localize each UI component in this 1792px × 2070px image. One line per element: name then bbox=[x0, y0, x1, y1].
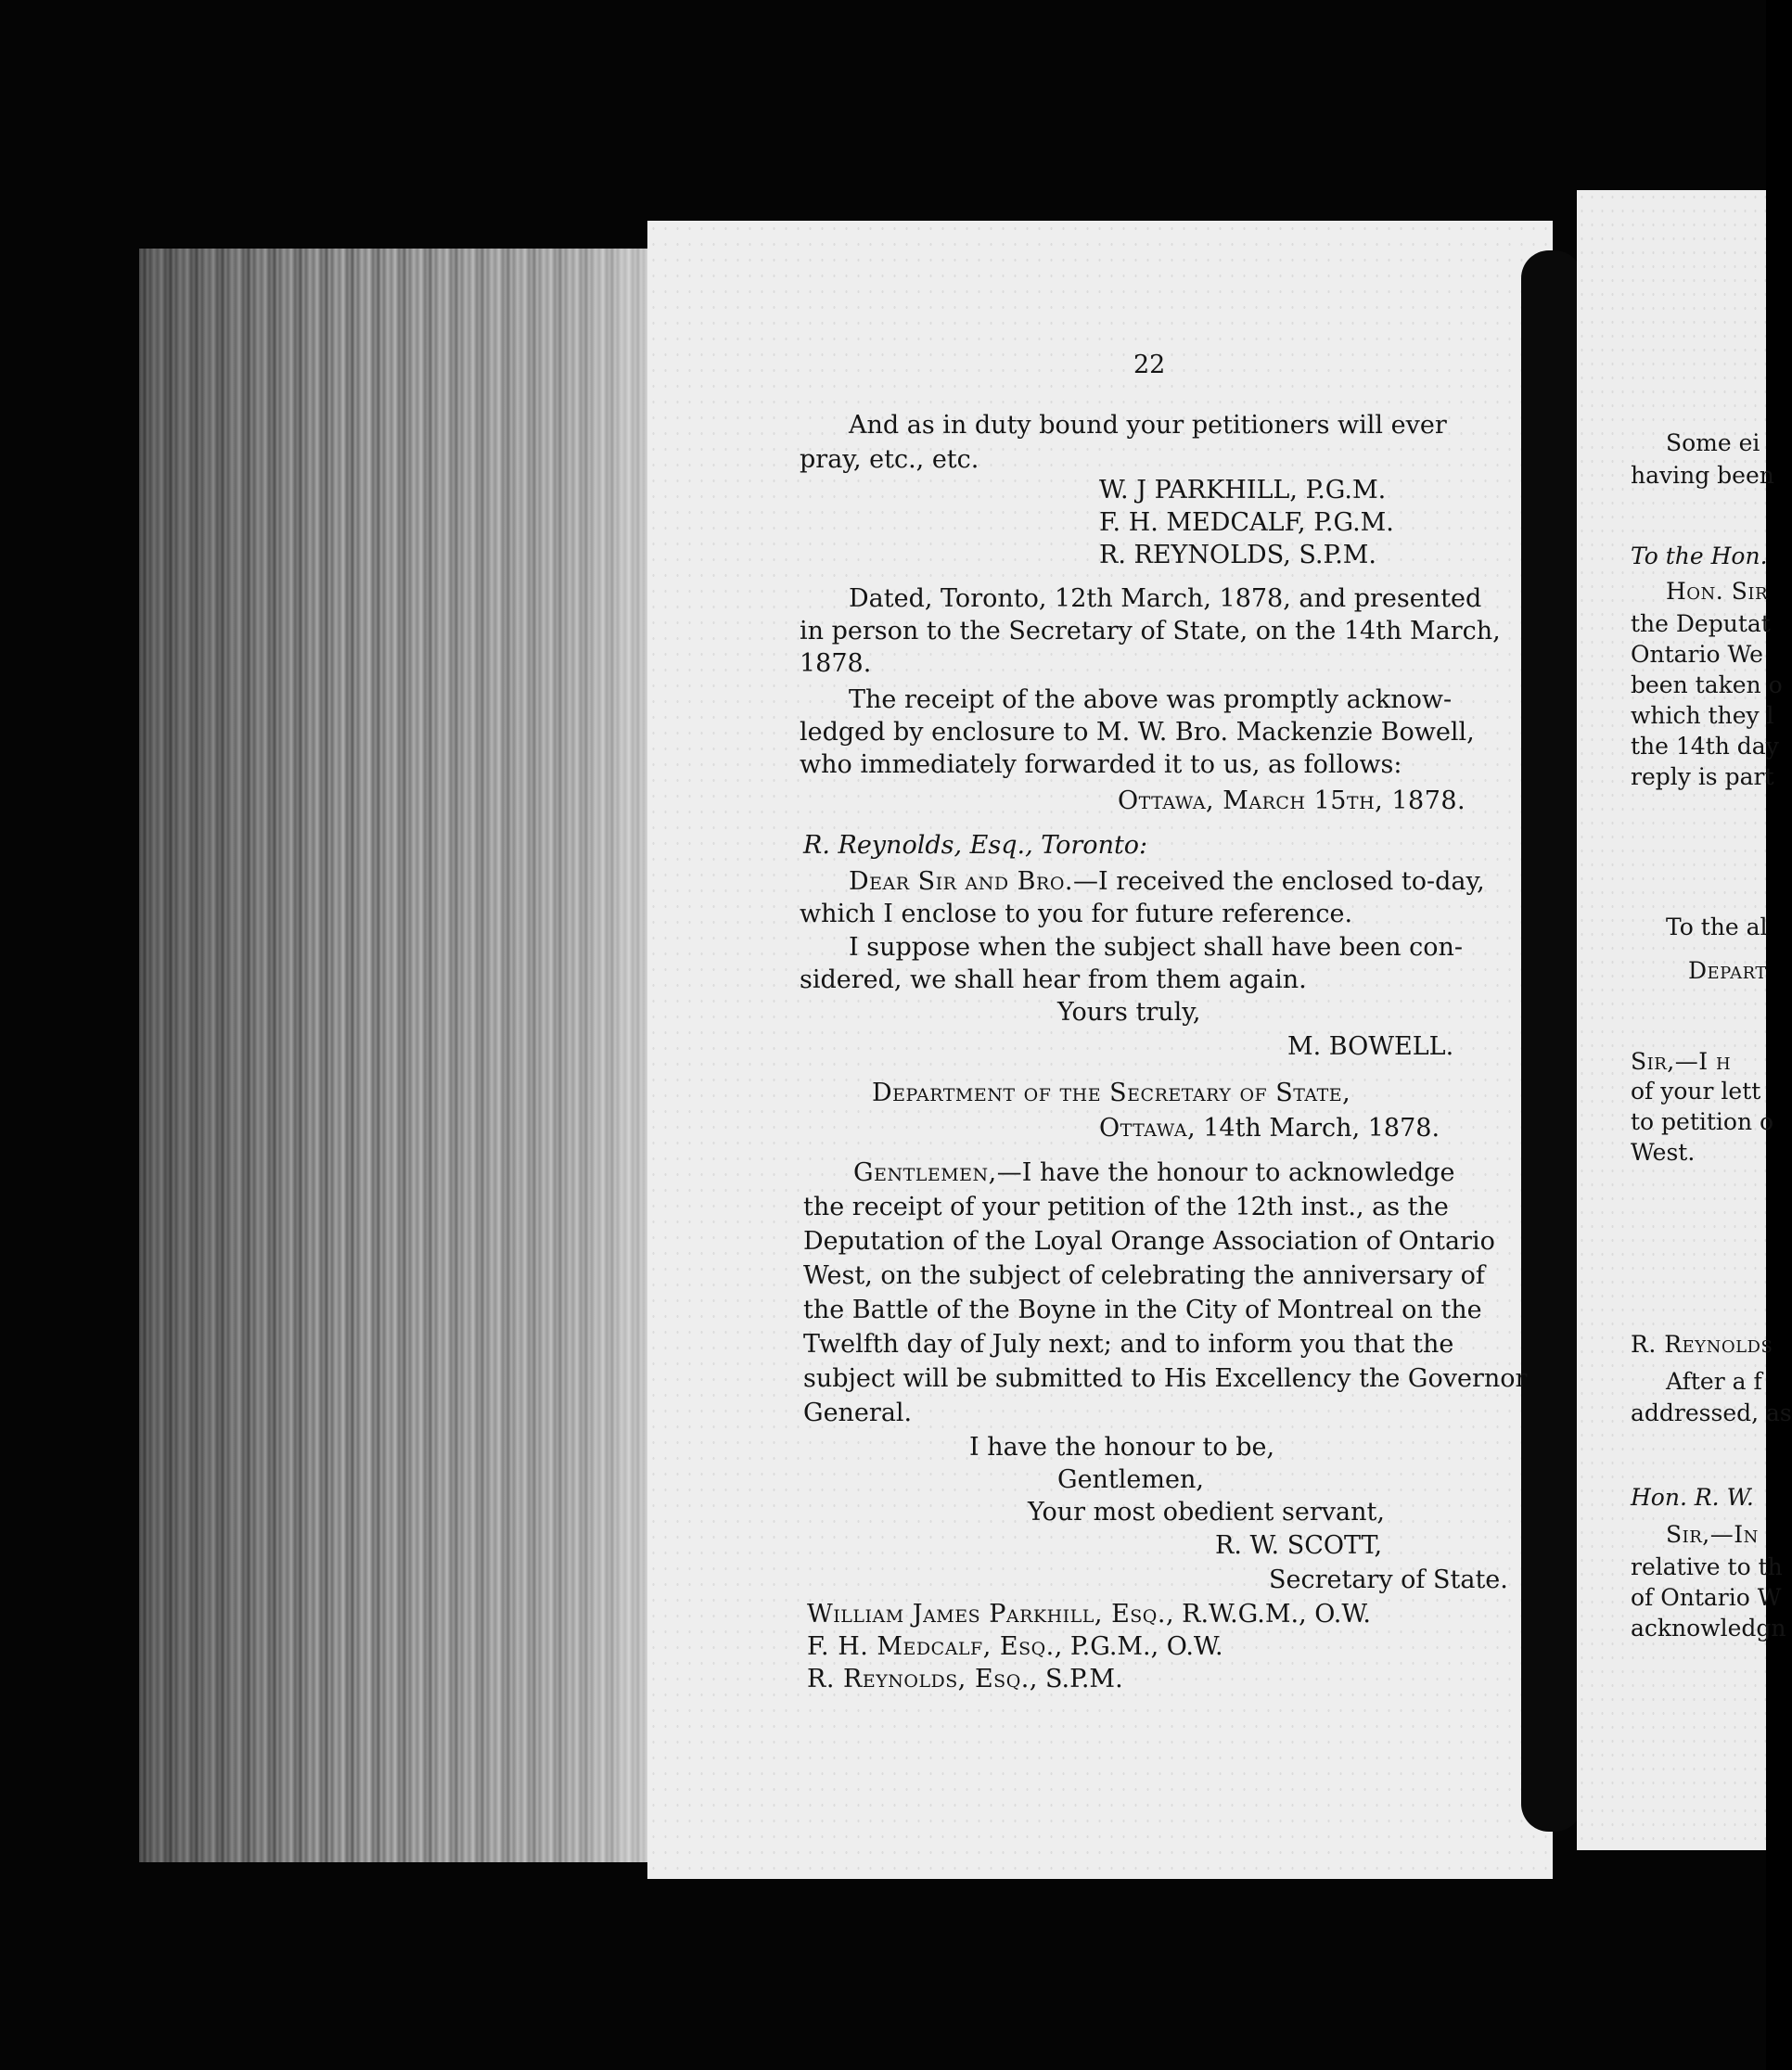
facing-line: Hon. Sir bbox=[1666, 578, 1768, 605]
text-line: who immediately forwarded it to us, as follows: bbox=[800, 750, 1402, 779]
facing-line: of your lett bbox=[1631, 1078, 1761, 1105]
book-gutter bbox=[1521, 250, 1582, 1832]
text-line: the receipt of your petition of the 12th inst., as the bbox=[803, 1193, 1449, 1221]
facing-line: Hon. R. W. bbox=[1631, 1484, 1754, 1511]
closing: Yours truly, bbox=[1057, 998, 1201, 1027]
text-line: I suppose when the subject shall have been con- bbox=[849, 933, 1464, 962]
facing-line: R. Reynolds bbox=[1631, 1331, 1773, 1358]
addressee-line bbox=[807, 1662, 1123, 1696]
text-line: ledged by enclosure to M. W. Bro. Mackenzie Bowell, bbox=[800, 718, 1475, 747]
facing-line: which they l bbox=[1631, 702, 1774, 729]
text-line bbox=[853, 1156, 1454, 1190]
facing-line: Depart bbox=[1688, 957, 1767, 984]
addressee-title: , R.W.G.M., O.W. bbox=[1165, 1600, 1372, 1629]
page-edges-stack bbox=[139, 249, 649, 1862]
facing-line: To the al bbox=[1666, 914, 1768, 940]
facing-line: relative to th bbox=[1631, 1553, 1783, 1580]
facing-line: the Deputat bbox=[1631, 610, 1771, 637]
text-line: sidered, we shall hear from them again. bbox=[800, 965, 1307, 994]
text-line: West, on the subject of celebrating the anniversary of bbox=[803, 1261, 1485, 1290]
facing-line: After a f bbox=[1666, 1368, 1762, 1395]
closing: Gentlemen, bbox=[1057, 1465, 1204, 1494]
text-line: pray, etc., etc. bbox=[800, 445, 979, 474]
addressee-name: F. H. Medcalf, Esq. bbox=[807, 1632, 1055, 1661]
signature: R. W. SCOTT, bbox=[1215, 1531, 1383, 1560]
facing-line: been taken o bbox=[1631, 671, 1783, 698]
text-line: the Battle of the Boyne in the City of Montreal on the bbox=[803, 1296, 1482, 1324]
page-number: 22 bbox=[1133, 351, 1166, 379]
facing-line: having been bbox=[1631, 462, 1774, 489]
facing-line: of Ontario W bbox=[1631, 1584, 1782, 1611]
date: , 14th March, 1878. bbox=[1187, 1114, 1440, 1143]
facing-line: To the Hon. bbox=[1631, 543, 1768, 569]
text-line: Twelfth day of July next; and to inform you that the bbox=[803, 1330, 1454, 1359]
text-line: which I enclose to you for future reference. bbox=[800, 900, 1353, 928]
closing: I have the honour to be, bbox=[969, 1433, 1275, 1462]
text-segment: —I have the honour to acknowledge bbox=[996, 1158, 1455, 1187]
facing-line: West. bbox=[1631, 1139, 1696, 1166]
text-line: 1878. bbox=[800, 649, 872, 678]
closing: Your most obedient servant, bbox=[1028, 1498, 1385, 1527]
dateline bbox=[1099, 1111, 1440, 1145]
text-segment: —I received the enclosed to-day, bbox=[1073, 867, 1485, 896]
salutation: Gentlemen, bbox=[853, 1158, 997, 1187]
signature-line: R. REYNOLDS, S.P.M. bbox=[1099, 541, 1377, 569]
facing-line: addressed, as bbox=[1631, 1399, 1792, 1426]
salutation: Dear Sir and Bro. bbox=[849, 867, 1073, 896]
facing-line: to petition o bbox=[1631, 1108, 1774, 1135]
text-line: General. bbox=[803, 1399, 913, 1427]
facing-page bbox=[1577, 190, 1792, 1850]
addressee-name: R. Reynolds, Esq. bbox=[807, 1665, 1030, 1693]
addressee-title: , P.G.M., O.W. bbox=[1054, 1632, 1223, 1661]
text-line bbox=[849, 864, 1485, 899]
addressee-line bbox=[807, 1597, 1371, 1631]
facing-line: Ontario We bbox=[1631, 641, 1763, 668]
facing-line: Sir,—I h bbox=[1631, 1048, 1732, 1075]
department-heading: Department of the Secretary of State, bbox=[872, 1079, 1351, 1107]
facing-line: Some ei bbox=[1666, 429, 1760, 456]
text-line: in person to the Secretary of State, on the 14th March, bbox=[800, 617, 1501, 645]
text-line: Deputation of the Loyal Orange Association of Ontario bbox=[803, 1227, 1495, 1256]
facing-line: acknowledgn bbox=[1631, 1615, 1786, 1642]
text-line: The receipt of the above was promptly acknow- bbox=[849, 685, 1453, 714]
signature-line: W. J PARKHILL, P.G.M. bbox=[1099, 476, 1387, 505]
facing-line: Sir,—In bbox=[1666, 1521, 1759, 1548]
addressee-title: , S.P.M. bbox=[1029, 1665, 1123, 1693]
signature-title: Secretary of State. bbox=[1269, 1565, 1508, 1594]
signature: M. BOWELL. bbox=[1287, 1032, 1454, 1061]
addressee-name: William James Parkhill, Esq. bbox=[807, 1600, 1166, 1629]
text-line: And as in duty bound your petitioners will ever bbox=[849, 411, 1447, 440]
addressee-line bbox=[807, 1629, 1223, 1664]
signature-line: F. H. MEDCALF, P.G.M. bbox=[1099, 508, 1394, 537]
dateline: Ottawa, March 15th, 1878. bbox=[1118, 786, 1466, 815]
facing-line: the 14th day bbox=[1631, 733, 1779, 760]
text-line: subject will be submitted to His Excellency the Governor bbox=[803, 1364, 1528, 1393]
text-line: Dated, Toronto, 12th March, 1878, and presented bbox=[849, 584, 1482, 613]
salutation-address: R. Reynolds, Esq., Toronto: bbox=[803, 831, 1148, 860]
place: Ottawa bbox=[1099, 1114, 1188, 1143]
facing-line: reply is part bbox=[1631, 763, 1774, 790]
